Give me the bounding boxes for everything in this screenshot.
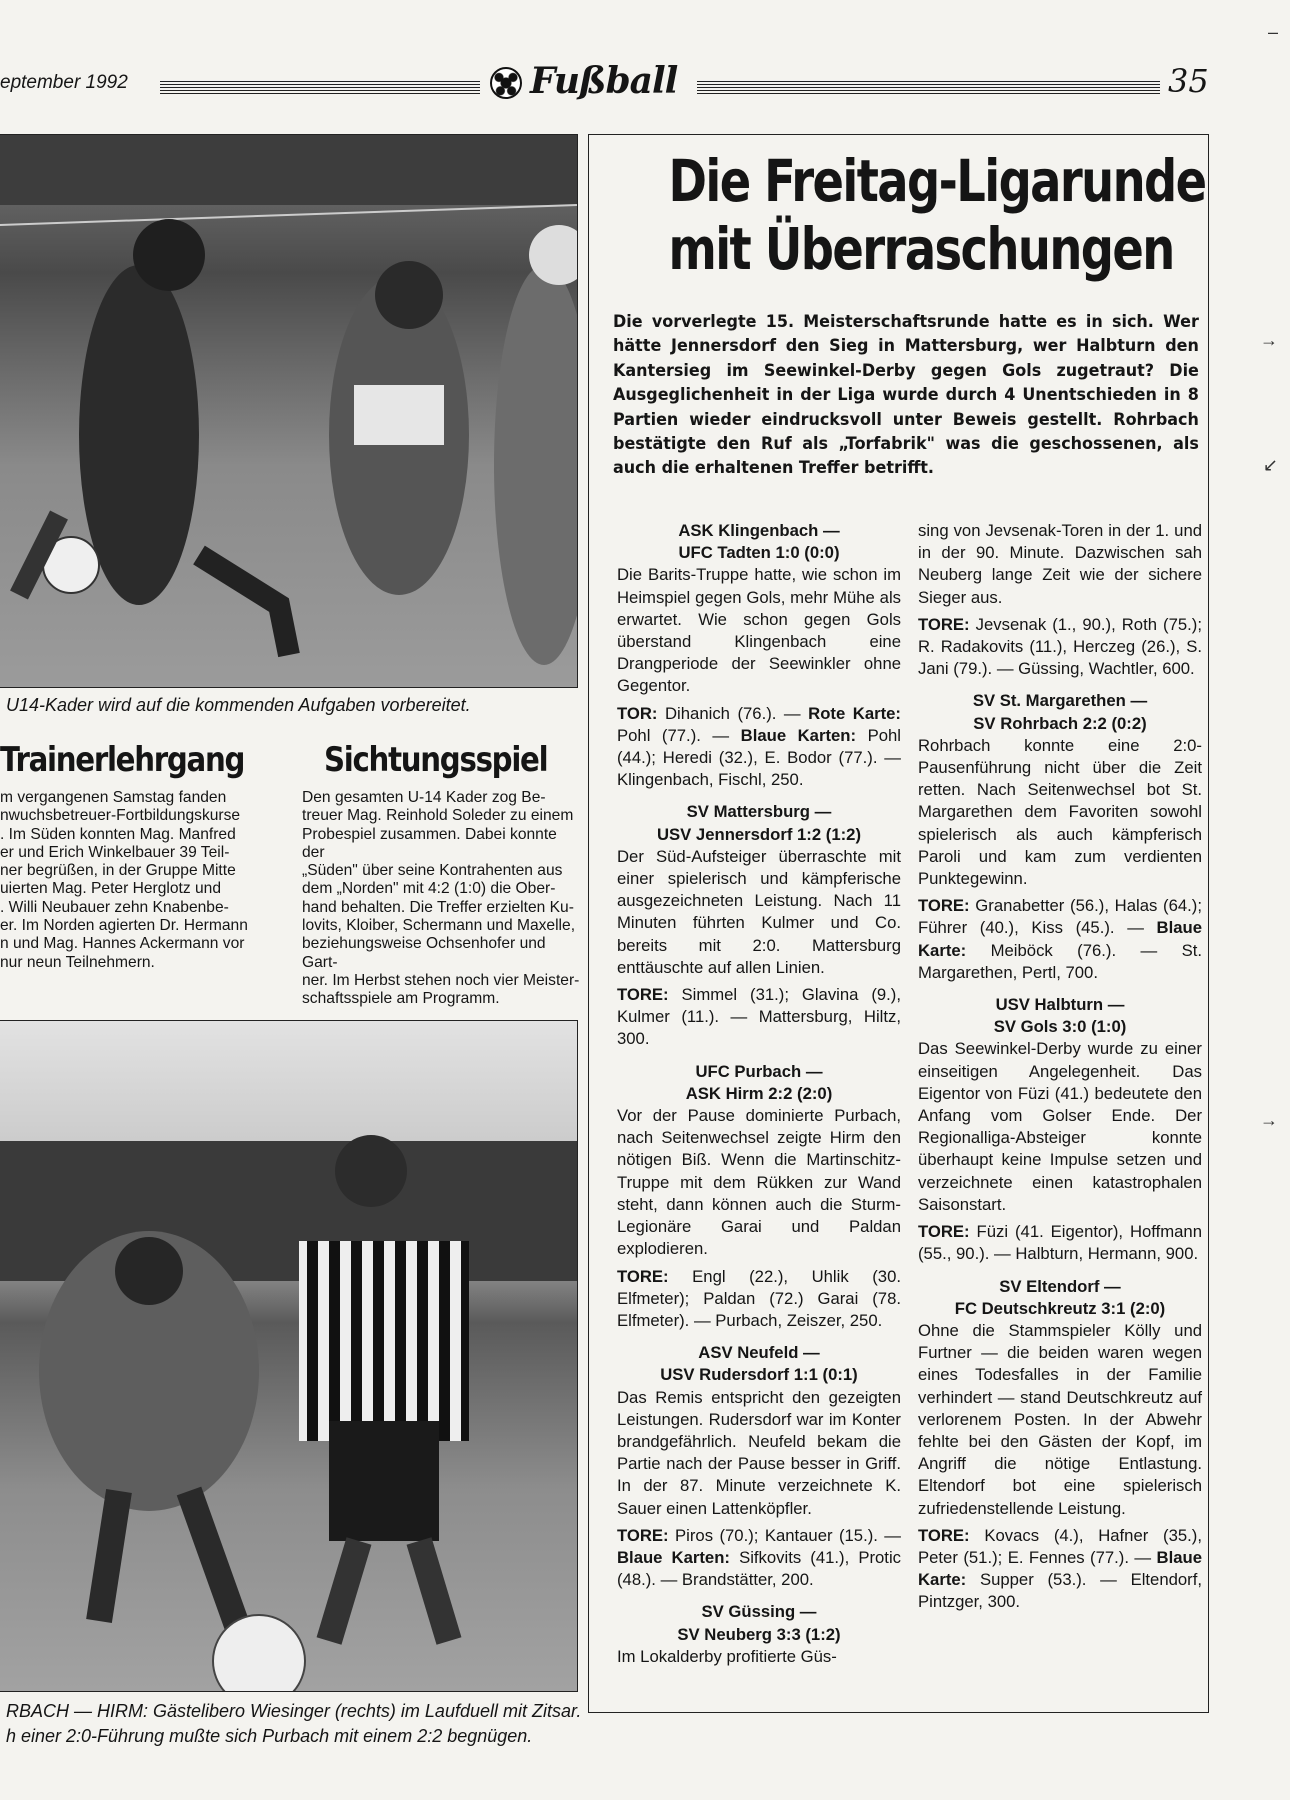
match-heading: SV Eltendorf — FC Deutschkreutz 3:1 (2:0) [954,1276,1166,1318]
text-line: lovits, Kloiber, Schermann und Maxelle, [302,917,576,935]
photo-youth-training [0,134,578,688]
results-column-left [617,520,901,1668]
match-report: Vor der Pause dominierte Purbach, nach Seitenwechsel zeigte Hirm den nötigen Biß. Wenn die Martinschitz-Truppe mit dem Rükken zur Wand steht, dann können auch die Sturm-Legionäre Garai und Paldan explodieren. [617,1106,901,1259]
photo-purbach-hirm [0,1020,578,1692]
match-report: Das Remis entspricht den gezeigten Leistungen. Rudersdorf war im Konter brandgefährlich. Neufeld bekam die Partie nach der Pause besser in Griff. In der 87. Minute verzeichnete K. Sauer einen Lattenköpfler. [617,1387,901,1518]
match-scorers: TORE: Piros (70.); Kantauer (15.). — Blaue Karten: Sifkovits (41.), Protic (48.). — Brandstätter, 200. [617,1525,901,1590]
match-scorers: TORE: Granabetter (56.), Halas (64.); Führer (40.), Kiss (45.). — Blaue Karte: Meiböck (76.). — St. Margarethen, Pertl, 700. [918,896,1202,982]
match-report: sing von Jevsenak-Toren in der 1. und in der 90. Minute. Dazwischen sah Neuberg lange Zeit wie der sichere Sieger aus. [918,521,1202,607]
text-line: dem „Norden" mit 4:2 (1:0) die Ober- [302,880,556,898]
text-line: Probespiel zusammen. Dabei konnte der [302,825,557,861]
match-report: Rohrbach konnte eine 2:0-Pausenführung nicht über die Zeit retten. Nach Seitenwechsel bot St. Margarethen dem Favoriten sowohl spielerisch als auch kämpferisch Paroli und kam zum verdienten Punktegewinn. [918,735,1202,889]
match-heading: USV Halbturn — SV Gols 3:0 (1:0) [993,995,1127,1037]
photo-caption-top: U14-Kader wird auf die kommenden Aufgaben vorbereitet. [6,695,471,715]
article-title-line-1: Die Freitag-Ligarunde [668,147,1206,215]
match-report: Der Süd-Aufsteiger überraschte mit einer spielerisch und kämpferische ausgezeichneten Leistung. Nach 11 Minuten führten Kulmer und Co. bereits mit 2:0. Mattersburg enttäuschte auf allen Linien. [617,846,901,977]
text-line: treuer Mag. Reinhold Soleder zu einem [302,807,574,825]
text-line: uierten Mag. Peter Herglotz und [0,880,222,898]
text-line: Den gesamten U-14 Kader zog Be- [302,789,546,806]
match-report: Ohne die Stammspieler Kölly und Furtner — die beiden waren wegen eines Todesfalles in der Familie verhindert — stand Deutschkreutz auf verlorenem Posten. In der Abwehr fehlte bei den Gästen der Kopf, im Angriff die nötige Entlastung. Eltendorf bot eine spielerisch zufriedenstellende Leistung. [918,1320,1202,1518]
text-line: n und Mag. Hannes Ackermann vor [0,935,245,953]
text-line: ner. Im Herbst stehen noch vier Meister- [302,971,580,989]
text-line: . Im Süden konnten Mag. Manfred [0,825,236,843]
text-line: beziehungsweise Ochsenhofer und Gart- [302,935,546,971]
match-scorers: TORE: Kovacs (4.), Hafner (35.), Peter (51.); E. Fennes (77.). — Blaue Karte: Supper (53.). — Eltendorf, Pintzger, 300. [918,1525,1202,1612]
issue-date: eptember 1992 [0,72,128,93]
article-lead: Die vorverlegte 15. Meisterschaftsrunde hatte es in sich. Wer hätte Jennersdorf den Sieg in Mattersburg, wer Halbturn den Kantersieg im Seewinkel-Derby gegen Gols zugetraut? Die Ausgeglichenheit in der Liga wurde durch 4 Unentschieden in 8 Partien wieder eindrucksvoll unter Beweis gestellt. Rohrbach bestätigte den Ruf als „Torfabrik" was die geschossenen, als auch die erhaltenen Treffer betrifft. [613,312,1199,479]
match-heading: SV Mattersburg — USV Jennersdorf 1:2 (1:2) [656,802,861,844]
match-scorers: TORE: Füzi (41. Eigentor), Hoffmann (55., 90.). — Halbturn, Hermann, 900. [918,1222,1202,1264]
section-title: Fußball [530,60,678,102]
photo-caption-bottom-2: h einer 2:0-Führung mußte sich Purbach mit einem 2:2 begnügen. [6,1726,533,1746]
text-line: hand behalten. Die Treffer erzielten Ku- [302,898,574,916]
match-scorers: TORE: Engl (22.), Uhlik (30. Elfmeter); Paldan (72.) Garai (78. Elfmeter). — Purbach, Zeiszer, 250. [617,1266,901,1330]
text-line: nur neun Teilnehmern. [0,953,155,971]
match-report: Im Lokalderby profitierte Güs- [617,1646,837,1666]
football-icon [490,67,522,99]
trainer-text [0,789,262,972]
article-title-line-2: mit Überraschungen [668,215,1174,283]
scan-mark-icon: ↙ [1262,455,1278,475]
article-title [610,147,1206,283]
text-line: schaftsspiele am Programm. [302,990,500,1008]
trainer-heading: Trainerlehrgang [0,740,245,780]
match-scorers: TORE: Simmel (31.); Glavina (9.), Kulmer (11.). — Mattersburg, Hiltz, 300. [617,985,901,1049]
text-line: „Süden" über seine Kontrahenten aus [302,862,563,880]
match-heading: SV St. Margarethen — SV Rohrbach 2:2 (0:2) [972,691,1148,733]
results-column-right [918,520,1202,1614]
match-heading: UFC Purbach — ASK Hirm 2:2 (2:0) [685,1061,833,1103]
text-line: nwuchsbetreuer-Fortbildungskurse [0,807,241,825]
sichtung-heading: Sichtungsspiel [324,740,548,780]
header-rule-left [160,80,480,94]
match-heading: ASV Neufeld — USV Rudersdorf 1:1 (0:1) [660,1343,858,1385]
match-scorers: TORE: Jevsenak (1., 90.), Roth (75.); R. Radakovits (11.), Herczeg (26.), S. Jani (79.). — Güssing, Wachtler, 600. [918,614,1202,679]
scan-mark-icon: – [1267,22,1278,42]
header-rule-right [697,80,1160,94]
scan-mark-icon: → [1260,1110,1278,1130]
sichtung-text [302,789,580,1009]
match-report: Das Seewinkel-Derby wurde zu einer einseitigen Angelegenheit. Das Eigentor von Füzi (41.) bedeutete den Anfang vom Golser Ende. Der Regionalliga-Absteiger konnte überhaupt keine Impulse setzen und verzeichnete einen katastrophalen Saisonstart. [918,1039,1202,1214]
text-line: ner begrüßen, in der Gruppe Mitte [0,862,236,880]
text-line: er und Erich Winkelbauer 39 Teil- [0,843,230,861]
match-heading: SV Güssing — SV Neuberg 3:3 (1:2) [677,1602,841,1644]
photo-caption-bottom-1: RBACH — HIRM: Gästelibero Wiesinger (rechts) im Laufduell mit Zitsar. [6,1701,582,1721]
match-report: Die Barits-Truppe hatte, wie schon im Heimspiel gegen Gols, mehr Mühe als erwartet. Wie schon gegen Gols überstand Klingenbach eine Drangperiode der Seewinkler ohne Gegentor. [617,565,901,696]
match-scorers: TOR: Dihanich (76.). — Rote Karte: Pohl (77.). — Blaue Karten: Pohl (44.); Heredi (32.), E. Bodor (77.). — Klingenbach, Fischl, 250. [617,703,901,790]
text-line: . Willi Neubauer zehn Knabenbe- [0,898,229,916]
text-line: er. Im Norden agierten Dr. Hermann [0,917,248,935]
scan-mark-icon: → [1260,330,1278,350]
page-number: 35 [1168,62,1209,100]
text-line: m vergangenen Samstag fanden [0,789,227,806]
match-heading: ASK Klingenbach — UFC Tadten 1:0 (0:0) [678,521,840,563]
